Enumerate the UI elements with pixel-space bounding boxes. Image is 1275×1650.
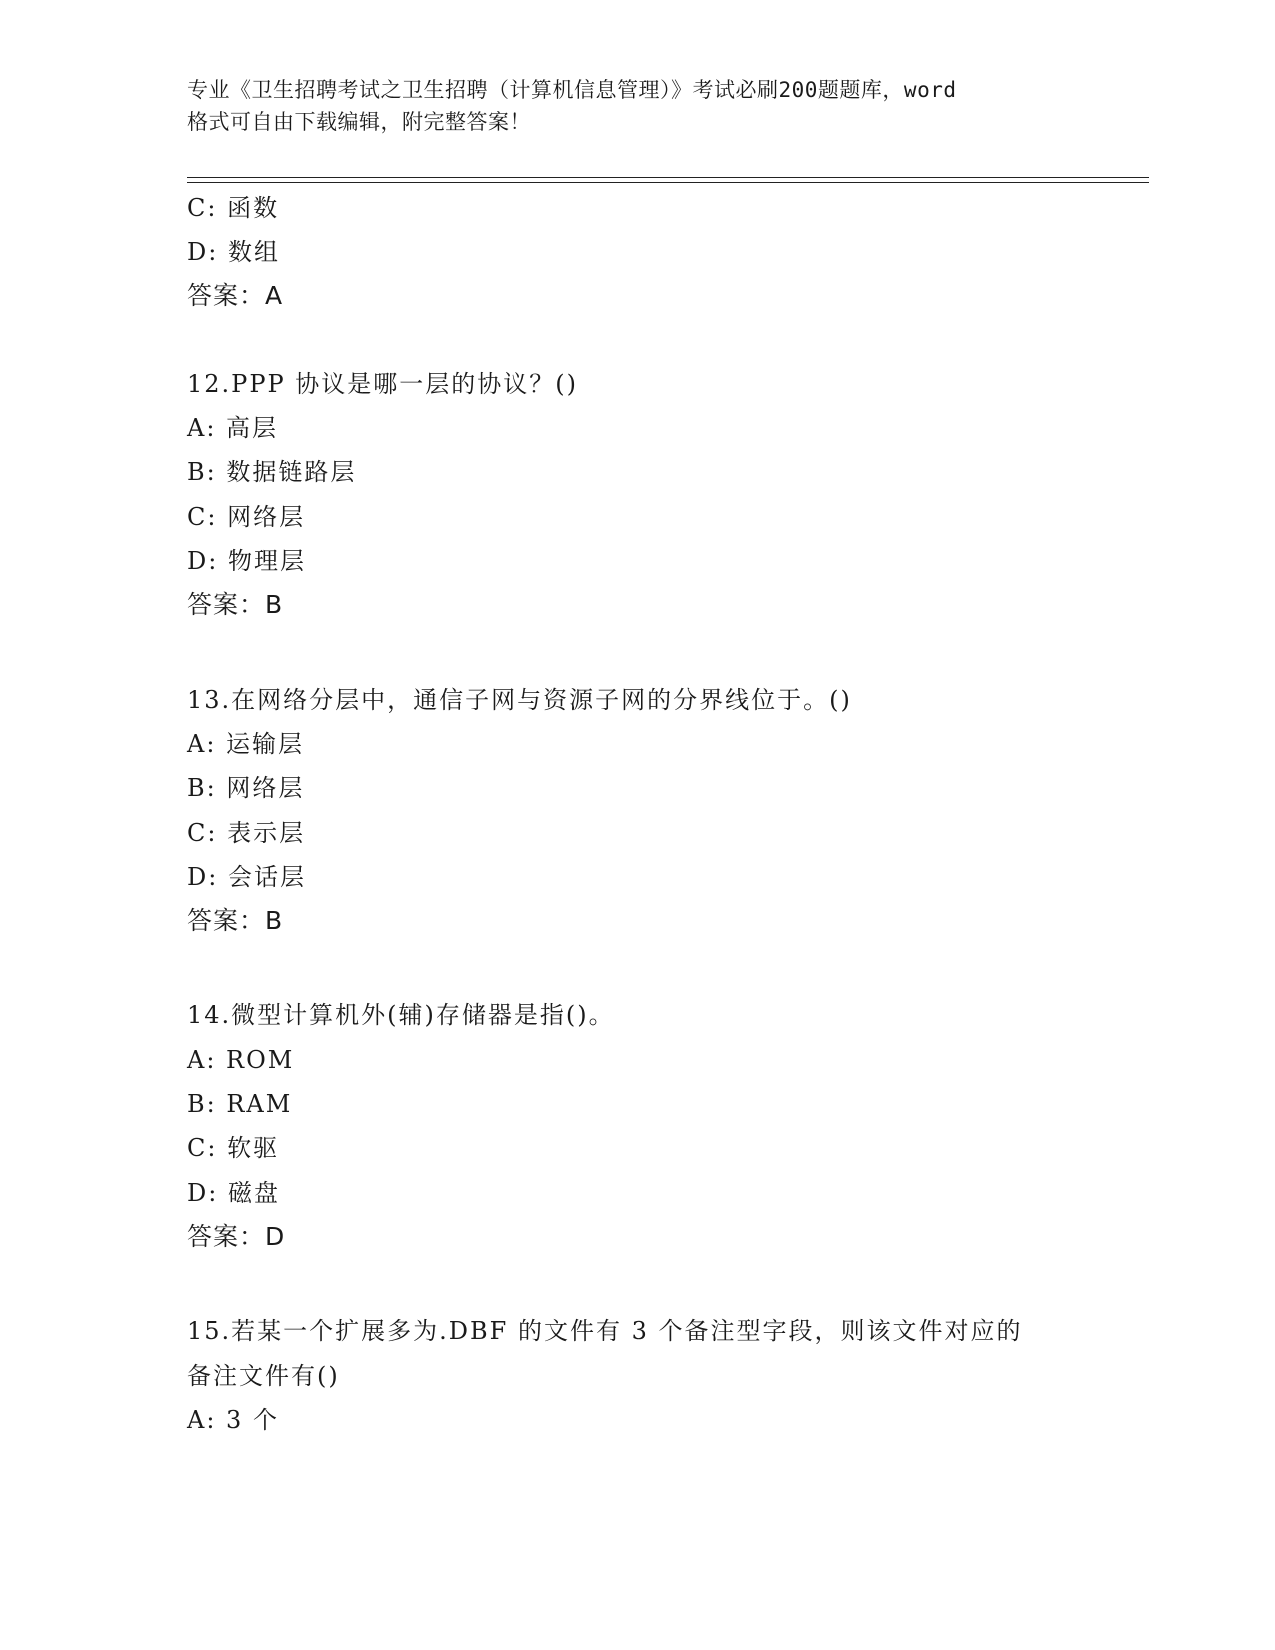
header-divider-bottom (187, 182, 1149, 183)
q15-option-a: A: 3 个 (187, 1406, 279, 1434)
q13-option-c: C: 表示层 (187, 819, 306, 847)
q14-option-b: B: RAM (187, 1090, 293, 1118)
q15-question-line-1: 15.若某一个扩展多为.DBF 的文件有 3 个备注型字段，则该文件对应的 (187, 1317, 1023, 1345)
q13-answer: 答案：B (187, 906, 284, 935)
q13-option-a: A: 运输层 (187, 730, 305, 758)
q11-option-d: D: 数组 (187, 238, 280, 266)
q12-option-a: A: 高层 (187, 414, 279, 442)
q13-option-d: D: 会话层 (187, 863, 306, 891)
q12-answer: 答案：B (187, 590, 284, 619)
q12-question: 12.PPP 协议是哪一层的协议？() (187, 370, 578, 398)
q14-answer: 答案：D (187, 1222, 286, 1251)
q15-question-line-2: 备注文件有() (187, 1362, 340, 1390)
q12-option-c: C: 网络层 (187, 503, 306, 531)
header-line-1: 专业《卫生招聘考试之卫生招聘（计算机信息管理）》考试必刷200题题库，word (187, 78, 957, 102)
q13-question: 13.在网络分层中，通信子网与资源子网的分界线位于。() (187, 686, 852, 714)
header-divider-top (187, 177, 1149, 178)
q14-option-d: D: 磁盘 (187, 1179, 280, 1207)
q14-option-c: C: 软驱 (187, 1134, 280, 1162)
q12-option-b: B: 数据链路层 (187, 458, 357, 486)
header-line-2: 格式可自由下载编辑，附完整答案！ (187, 110, 531, 134)
q11-answer: 答案：A (187, 281, 284, 310)
q14-question: 14.微型计算机外(辅)存储器是指()。 (187, 1001, 615, 1029)
q11-option-c: C: 函数 (187, 194, 280, 222)
q12-option-d: D: 物理层 (187, 547, 306, 575)
document-header (187, 74, 1087, 138)
q14-option-a: A: ROM (187, 1046, 295, 1074)
q13-option-b: B: 网络层 (187, 774, 305, 802)
